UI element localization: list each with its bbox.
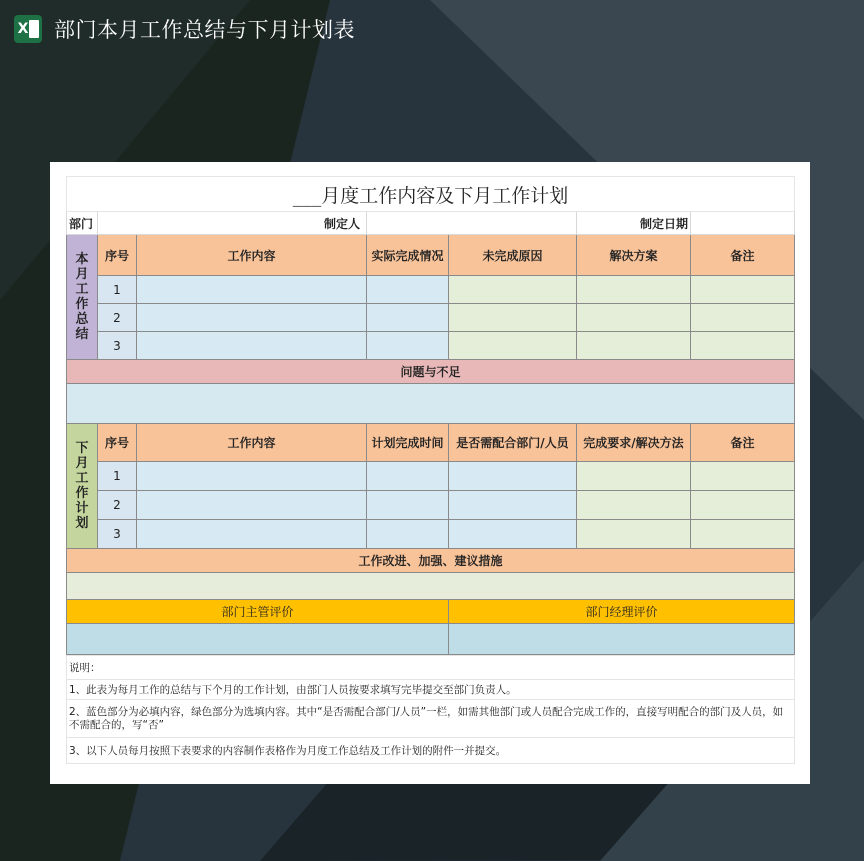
header-coordination: 是否需配合部门/人员 <box>449 424 577 462</box>
cell-work-content[interactable] <box>137 304 367 332</box>
cell-unfinished-reason[interactable] <box>449 332 577 360</box>
cell-coordination[interactable] <box>449 491 577 520</box>
note-1: 1、此表为每月工作的总结与下个月的工作计划，由部门人员按要求填写完毕提交至部门负责人。 <box>67 680 795 700</box>
row-index: 2 <box>98 304 137 332</box>
notes-heading: 说明： <box>67 656 795 680</box>
date-value-cell[interactable] <box>691 212 795 235</box>
header-planned-time: 计划完成时间 <box>367 424 449 462</box>
cell-remarks[interactable] <box>691 491 795 520</box>
header-unfinished-reason: 未完成原因 <box>449 235 577 276</box>
notes-table <box>66 655 795 764</box>
plan-table <box>66 176 795 655</box>
maker-label: 制定人 <box>323 216 360 231</box>
cell-remarks[interactable] <box>691 276 795 304</box>
header-index: 序号 <box>98 424 137 462</box>
note-2: 2、蓝色部分为必填内容，绿色部分为选填内容。其中“是否需配合部门/人员”一栏，如需其他部门或人员配合完成工作的，直接写明配合的部门及人员，如不需配合的，写“否” <box>67 700 795 738</box>
maker-value-cell[interactable] <box>367 212 577 235</box>
date-label: 制定日期 <box>577 212 691 235</box>
note-3: 3、以下人员每月按照下表要求的内容制作表格作为月度工作总结及工作计划的附件一并提交。 <box>67 738 795 764</box>
header-solution: 解决方案 <box>577 235 691 276</box>
row-index: 2 <box>98 491 137 520</box>
problems-input[interactable] <box>67 384 795 424</box>
cell-work-content[interactable] <box>137 520 367 549</box>
supervisor-eval-input[interactable] <box>67 624 449 655</box>
window-header <box>14 14 355 44</box>
header-actual-status: 实际完成情况 <box>367 235 449 276</box>
cell-remarks[interactable] <box>691 332 795 360</box>
cell-actual-status[interactable] <box>367 304 449 332</box>
improvement-input[interactable] <box>67 573 795 600</box>
cell-unfinished-reason[interactable] <box>449 304 577 332</box>
cell-remarks[interactable] <box>691 304 795 332</box>
dept-value-cell[interactable] <box>98 212 367 235</box>
cell-work-content[interactable] <box>137 462 367 491</box>
header-remarks: 备注 <box>691 235 795 276</box>
row-index: 1 <box>98 276 137 304</box>
header-requirement: 完成要求/解决方法 <box>577 424 691 462</box>
sheet-title[interactable]: ___月度工作内容及下月工作计划 <box>67 177 795 212</box>
header-remarks: 备注 <box>691 424 795 462</box>
cell-work-content[interactable] <box>137 332 367 360</box>
cell-solution[interactable] <box>577 276 691 304</box>
cell-requirement[interactable] <box>577 462 691 491</box>
improvement-band: 工作改进、加强、建议措施 <box>67 549 795 573</box>
manager-eval-header: 部门经理评价 <box>449 600 795 624</box>
cell-requirement[interactable] <box>577 520 691 549</box>
cell-planned-time[interactable] <box>367 491 449 520</box>
cell-work-content[interactable] <box>137 491 367 520</box>
problems-band: 问题与不足 <box>67 360 795 384</box>
cell-remarks[interactable] <box>691 520 795 549</box>
cell-coordination[interactable] <box>449 520 577 549</box>
header-work-content: 工作内容 <box>137 235 367 276</box>
header-work-content: 工作内容 <box>137 424 367 462</box>
excel-icon: X <box>14 15 42 43</box>
spreadsheet-preview <box>50 162 810 784</box>
cell-unfinished-reason[interactable] <box>449 276 577 304</box>
side-label-this-month: 本月工作总结 <box>67 235 98 360</box>
manager-eval-input[interactable] <box>449 624 795 655</box>
cell-remarks[interactable] <box>691 462 795 491</box>
cell-planned-time[interactable] <box>367 462 449 491</box>
cell-actual-status[interactable] <box>367 276 449 304</box>
cell-planned-time[interactable] <box>367 520 449 549</box>
cell-coordination[interactable] <box>449 462 577 491</box>
side-label-next-month: 下月工作计划 <box>67 424 98 549</box>
cell-actual-status[interactable] <box>367 332 449 360</box>
dept-label: 部门 <box>67 212 98 235</box>
row-index: 1 <box>98 462 137 491</box>
window-title: 部门本月工作总结与下月计划表 <box>54 18 355 42</box>
cell-requirement[interactable] <box>577 491 691 520</box>
supervisor-eval-header: 部门主管评价 <box>67 600 449 624</box>
row-index: 3 <box>98 332 137 360</box>
cell-solution[interactable] <box>577 304 691 332</box>
header-index: 序号 <box>98 235 137 276</box>
cell-work-content[interactable] <box>137 276 367 304</box>
row-index: 3 <box>98 520 137 549</box>
cell-solution[interactable] <box>577 332 691 360</box>
